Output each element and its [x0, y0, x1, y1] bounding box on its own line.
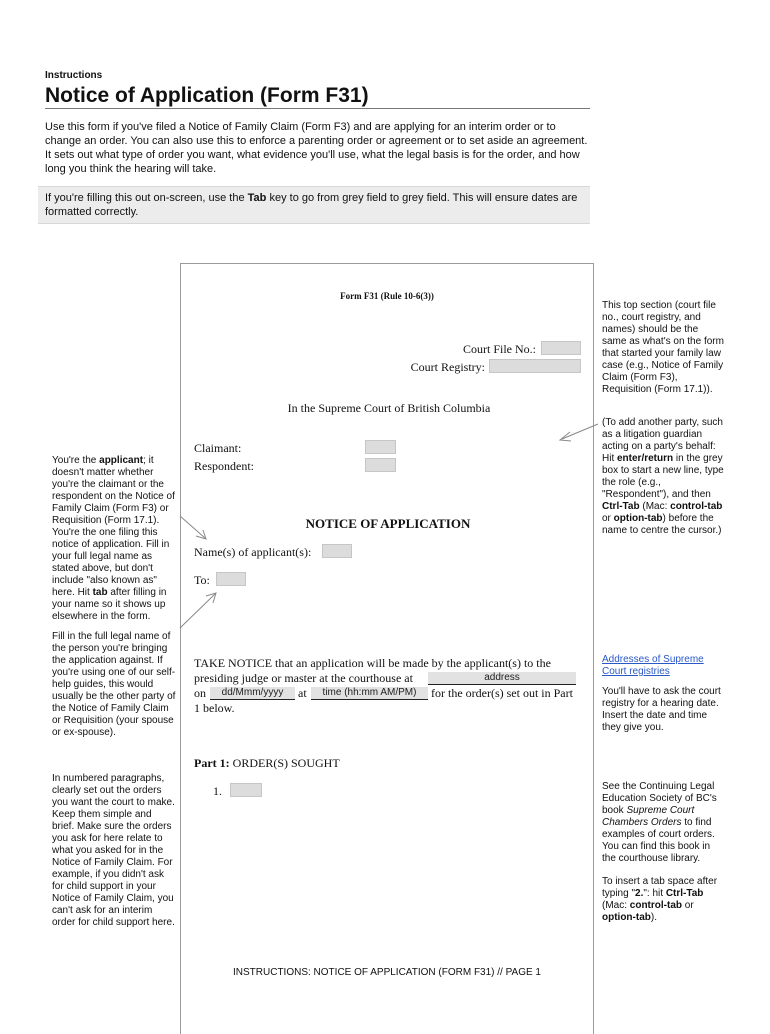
- registries-link[interactable]: Addresses of Supreme Court registries: [602, 654, 704, 677]
- onscreen-tip: If you're filling this out on-screen, use the Tab key to go from grey field to grey field. This will ensure dates are formatted correctly.: [45, 192, 578, 218]
- take-notice-line-3: for the order(s) set out in Part: [431, 686, 573, 700]
- cle-note: See the Continuing Legal Education Society of BC's book Supreme Court Chambers Orders to find examples of court orders. You can find this book in the courthouse library.: [602, 781, 717, 864]
- to-note: Fill in the full legal name of the person you're bringing the application against. If you're using one of our self-help guides, this would usually be the other party of the Notice of Family Claim or Requisition (your spouse or ex-spouse).: [52, 631, 176, 738]
- court-file-label: Court File No.:: [462, 342, 536, 356]
- part1-heading: Part 1: ORDER(S) SOUGHT: [194, 756, 340, 770]
- top-section-note: This top section (court file no., court registry, and names) should be the same as what's on the form that started your family law case (e.g., Notice of Family Claim (Form F3), Requisition (Form 17.1)).: [602, 300, 724, 395]
- claimant-label: Claimant:: [194, 441, 242, 455]
- hearing-date-note: You'll have to ask the court registry for a hearing date. Insert the date and time they give you.: [602, 686, 721, 733]
- add-party-note: (To add another party, such as a litigation guardian acting on a party's behalf: Hit enter/return in the grey box to start a new line, type the role (e.g., "Respondent"), and then Ctrl-Tab (Mac: control-tab or option-tab) before the name to centre the cursor.): [602, 417, 724, 536]
- court-name: In the Supreme Court of British Columbia: [287, 401, 491, 415]
- address-field[interactable]: address: [428, 672, 576, 685]
- to-label: To:: [194, 573, 210, 587]
- orders-note: In numbered paragraphs, clearly set out the orders you want the court to make. Keep them simple and brief. Make sure the orders you ask for here relate to what you asked for in the Notice of Family Claim. For example, if you didn't ask for child support in your Notice of Family Claim, you can't ask for an interim order for child support here.: [52, 773, 175, 928]
- page-footer: INSTRUCTIONS: NOTICE OF APPLICATION (FORM F31) // PAGE 1: [233, 967, 541, 978]
- at-label: at: [298, 686, 307, 700]
- take-notice-line-2: presiding judge or master at the courthouse at: [194, 671, 413, 685]
- instructions-label: Instructions: [45, 70, 103, 81]
- take-notice-line-1: TAKE NOTICE that an application will be made by the applicant(s) to the: [194, 656, 551, 670]
- intro-paragraph: Use this form if you've filed a Notice of Family Claim (Form F3) and are applying for an interim order or to change an order. You can also use this to enforce a parenting order or agreement or to set aside an agreement. It sets out what type of order you want, what evidence you'll use, what the legal basis is for the order, and how long you think the hearing will take.: [45, 121, 588, 175]
- date-field[interactable]: dd/Mmm/yyyy: [210, 687, 295, 700]
- notice-heading: NOTICE OF APPLICATION: [305, 516, 471, 531]
- form-rule-label: Form F31 (Rule 10-6(3)): [340, 291, 434, 301]
- tab-space-note: To insert a tab space after typing "2.": hit Ctrl-Tab (Mac: control-tab or option-tab).: [602, 876, 718, 923]
- order-item-number: 1.: [213, 784, 222, 798]
- time-field[interactable]: time (hh:mm AM/PM): [311, 687, 428, 700]
- applicants-label: Name(s) of applicant(s):: [194, 545, 312, 559]
- take-notice-line-4: 1 below.: [194, 701, 235, 715]
- on-label: on: [194, 686, 206, 700]
- court-registry-label: Court Registry:: [410, 360, 485, 374]
- applicant-note: You're the applicant; it doesn't matter whether you're the claimant or the respondent on the Notice of Family Claim (Form F3) or Requisition (Form 17.1). You're the one filing this notice of application. Fill in your full legal name as stated above, but don't include "also known as" here. Hit tab after filling in your name so it shows up elsewhere in the form.: [52, 455, 175, 622]
- respondent-label: Respondent:: [194, 459, 254, 473]
- page-title: Notice of Application (Form F31): [45, 84, 369, 107]
